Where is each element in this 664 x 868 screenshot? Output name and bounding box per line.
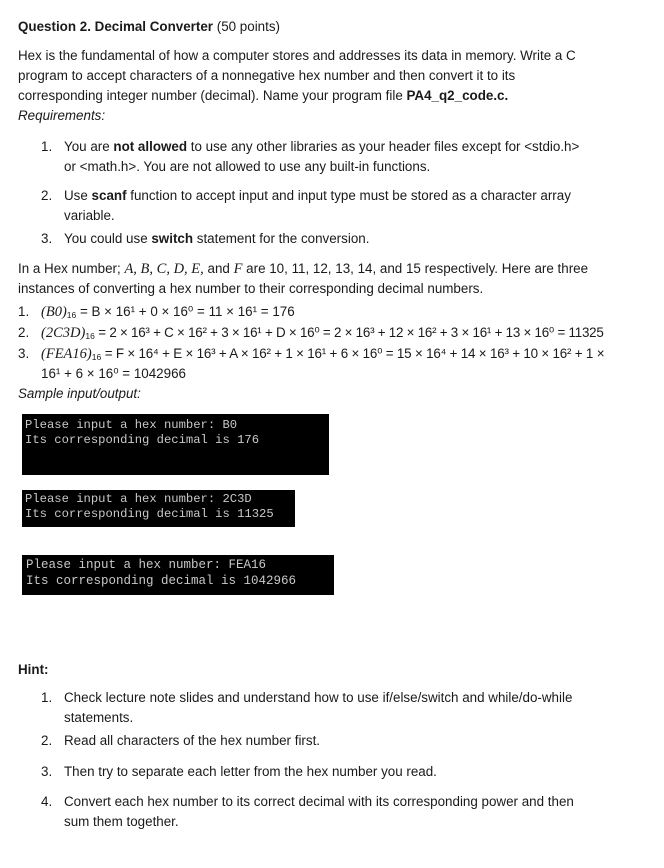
program-filename: PA4_q2_code.c. — [406, 88, 509, 103]
hint-3: Then try to separate each letter from the hex number you read. — [64, 764, 437, 779]
example-3 — [41, 344, 604, 364]
requirement-1 — [64, 137, 579, 157]
hint-2: Read all characters of the hex number first. — [64, 733, 321, 748]
hint-4: Convert each hex number to its correct decimal with its corresponding power and then — [64, 794, 574, 809]
requirement-2-bold: scanf — [91, 188, 127, 203]
question-heading — [18, 17, 280, 37]
hex-info-line-2: instances of converting a hex number to their corresponding decimal numbers. — [18, 281, 484, 296]
console-2-prompt: Please input a hex number: 2C3D — [25, 492, 252, 506]
example-2-number: 2. — [18, 325, 30, 340]
example-3-line-2: 16¹ + 6 × 16⁰ = 1042966 — [41, 366, 186, 381]
requirement-1-text-a: You are — [64, 139, 114, 154]
intro-line-3-text: corresponding integer number (decimal). Name your program file — [18, 88, 407, 103]
example-1-hex: B0 — [45, 304, 62, 320]
hex-letters: A, B, C, D, E, — [124, 261, 204, 277]
requirement-1-text-b: to use any other libraries as your header files except for <stdio.h> — [187, 139, 580, 154]
hint-1-line-2: statements. — [64, 710, 134, 725]
intro-line-1: Hex is the fundamental of how a computer stores and addresses its data in memory. Write a C — [18, 48, 576, 63]
hex-info-text-b: are 10, 11, 12, 13, 14, and 15 respectively. Here are three — [242, 261, 589, 276]
console-2-result: Its corresponding decimal is 11325 — [25, 507, 274, 521]
hex-info-line-1 — [18, 259, 588, 279]
example-1-expansion: = B × 16¹ + 0 × 16⁰ = 11 × 16¹ = 176 — [76, 304, 295, 319]
hint-label: Hint: — [18, 662, 49, 677]
console-3-prompt: Please input a hex number: FEA16 — [26, 558, 267, 572]
example-1-lparen: ( — [41, 304, 46, 320]
example-1-number: 1. — [18, 304, 30, 319]
console-3-result: Its corresponding decimal is 1042966 — [26, 574, 297, 588]
example-2-lparen: ( — [41, 325, 46, 341]
hint-4-number: 4. — [41, 794, 53, 809]
example-3-rparen: ) — [86, 346, 92, 362]
sample-io-label: Sample input/output: — [18, 386, 141, 401]
requirement-3 — [64, 229, 369, 249]
intro-line-3 — [18, 86, 508, 106]
example-2 — [41, 323, 604, 343]
requirement-1-number: 1. — [41, 139, 53, 154]
example-3-number: 3. — [18, 346, 30, 361]
console-output-3 — [22, 555, 334, 595]
requirement-2-text-b: function to accept input and input type must be stored as a character array — [126, 188, 571, 203]
example-2-base: 16 — [85, 331, 95, 341]
requirement-2 — [64, 186, 571, 206]
intro-line-2: program to accept characters of a nonnegative hex number and then convert it to its — [18, 68, 516, 83]
requirement-3-bold: switch — [151, 231, 194, 246]
example-2-expansion: = 2 × 16³ + C × 16² + 3 × 16¹ + D × 16⁰ = 2 × 16³ + 12 × 16² + 3 × 16¹ + 13 × 16⁰ = 11325 — [94, 325, 604, 340]
hint-1-number: 1. — [41, 690, 53, 705]
example-3-hex: FEA16 — [45, 346, 87, 362]
requirement-3-text-b: statement for the conversion. — [193, 231, 370, 246]
example-3-expansion: = F × 16⁴ + E × 16³ + A × 16² + 1 × 16¹ + 6 × 16⁰ = 15 × 16⁴ + 14 × 16³ + 10 × 16² + 1 × — [101, 346, 605, 361]
example-3-lparen: ( — [41, 346, 46, 362]
console-1-result: Its corresponding decimal is 176 — [25, 433, 260, 447]
hex-letter-f: F — [233, 261, 243, 277]
example-3-base: 16 — [91, 352, 102, 362]
requirement-2-number: 2. — [41, 188, 53, 203]
question-points: (50 points) — [216, 19, 280, 34]
console-output-2 — [22, 490, 295, 527]
hint-4-line-2: sum them together. — [64, 814, 179, 829]
requirement-1-bold: not allowed — [113, 139, 188, 154]
example-1-base: 16 — [66, 310, 77, 320]
requirements-label: Requirements: — [18, 108, 106, 123]
requirement-1-line-2: or <math.h>. You are not allowed to use any built-in functions. — [64, 159, 431, 174]
requirement-2-line-2: variable. — [64, 208, 115, 223]
hint-3-number: 3. — [41, 764, 53, 779]
console-1-prompt: Please input a hex number: B0 — [25, 418, 238, 432]
requirement-3-number: 3. — [41, 231, 53, 246]
requirement-3-text-a: You could use — [64, 231, 152, 246]
question-title: Decimal Converter — [94, 19, 213, 34]
hex-info-text-a: In a Hex number; — [18, 261, 125, 276]
question-number: Question 2. — [18, 19, 91, 34]
example-2-hex: 2C3D — [45, 325, 81, 341]
requirement-2-text-a: Use — [64, 188, 92, 203]
hex-info-and: and — [203, 261, 234, 276]
console-output-1 — [22, 414, 329, 475]
example-2-rparen: ) — [80, 325, 86, 341]
example-1 — [41, 302, 295, 322]
hint-2-number: 2. — [41, 733, 53, 748]
hint-1: Check lecture note slides and understand how to use if/else/switch and while/do-while — [64, 690, 573, 705]
example-1-rparen: ) — [61, 304, 67, 320]
